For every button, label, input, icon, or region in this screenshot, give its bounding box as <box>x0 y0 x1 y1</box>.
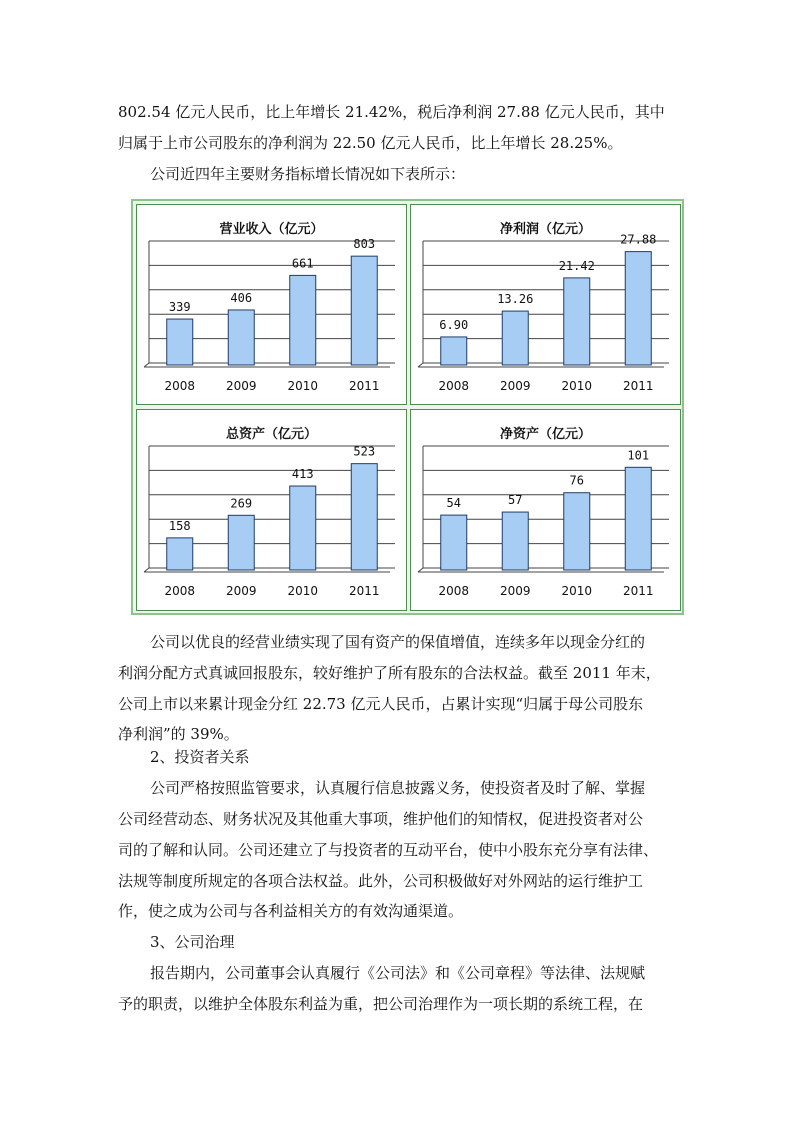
body-text-line: 802.54 亿元人民币，比上年增长 21.42%，税后净利润 27.88 亿元人民币，其中 <box>118 103 665 121</box>
axis-corner <box>144 568 149 572</box>
x-tick-label: 2008 <box>438 584 470 598</box>
x-tick-label: 2008 <box>438 379 470 393</box>
chart-total-assets <box>136 409 407 611</box>
chart-revenue <box>136 204 407 405</box>
chart-title: 营业收入（亿元） <box>219 222 324 237</box>
x-tick-label: 2011 <box>622 379 654 393</box>
x-tick-label: 2010 <box>561 584 593 598</box>
bar <box>625 252 651 365</box>
x-tick-label: 2010 <box>287 379 319 393</box>
chart-title: 净利润（亿元） <box>499 222 591 237</box>
chart-title: 净资产（亿元） <box>499 427 591 442</box>
axis-corner <box>418 568 423 572</box>
section-heading: 2、投资者关系 <box>150 748 250 766</box>
bar <box>564 278 590 365</box>
data-label: 57 <box>508 493 523 508</box>
body-text-line: 法规等制度所规定的各项合法权益。此外，公司积极做好对外网站的运行维护工 <box>118 872 644 890</box>
data-label: 269 <box>230 496 253 511</box>
bar <box>502 512 528 570</box>
body-text-line: 公司以优良的经营业绩实现了国有资产的保值增值，连续多年以现金分红的 <box>150 633 646 651</box>
data-label: 523 <box>353 444 376 459</box>
charts-frame <box>131 199 684 615</box>
x-tick-label: 2009 <box>499 584 531 598</box>
data-label: 13.26 <box>497 292 534 307</box>
body-text-line: 利润分配方式真诚回报股东，较好维护了所有股东的合法权益。截至 2011 年末， <box>118 664 661 682</box>
bar <box>441 515 467 570</box>
data-label: 158 <box>168 518 191 533</box>
data-label: 413 <box>291 467 314 482</box>
chart-net-profit <box>410 204 681 405</box>
x-tick-label: 2011 <box>348 379 380 393</box>
x-tick-label: 2008 <box>164 379 196 393</box>
data-label: 803 <box>353 237 376 252</box>
data-label: 339 <box>168 300 191 315</box>
body-text-line: 公司上市以来累计现金分红 22.73 亿元人民币，占累计实现“归属于母公司股东 <box>118 695 644 713</box>
data-label: 101 <box>627 448 650 463</box>
x-tick-label: 2011 <box>622 584 654 598</box>
data-label: 27.88 <box>620 232 657 247</box>
data-label: 21.42 <box>558 258 595 273</box>
axis-corner <box>144 363 149 367</box>
chart-intro-text: 公司近四年主要财务指标增长情况如下表所示： <box>150 165 466 183</box>
data-label: 6.90 <box>439 317 469 332</box>
data-label: 406 <box>230 290 253 305</box>
bar <box>441 337 467 365</box>
data-label: 661 <box>291 256 314 271</box>
x-tick-label: 2008 <box>164 584 196 598</box>
x-tick-label: 2009 <box>225 584 257 598</box>
body-text-line: 归属于上市公司股东的净利润为 22.50 亿元人民币，比上年增长 28.25%。 <box>118 134 623 152</box>
bar <box>564 493 590 570</box>
body-text-line: 净利润”的 39%。 <box>118 725 239 743</box>
data-label: 54 <box>446 496 461 511</box>
bar <box>290 486 316 570</box>
x-tick-label: 2011 <box>348 584 380 598</box>
bar <box>351 256 377 365</box>
body-text-line: 予的职责，以维护全体股东利益为重，把公司治理作为一项长期的系统工程，在 <box>118 995 644 1013</box>
bar <box>167 538 193 570</box>
chart-title: 总资产（亿元） <box>225 427 317 442</box>
body-text-line: 作，使之成为公司与各利益相关方的有效沟通渠道。 <box>118 902 464 920</box>
bar <box>167 319 193 365</box>
bar <box>625 467 651 570</box>
x-tick-label: 2010 <box>561 379 593 393</box>
bar <box>290 275 316 365</box>
x-tick-label: 2009 <box>225 379 257 393</box>
section-heading: 3、公司治理 <box>150 933 235 951</box>
data-label: 76 <box>569 473 584 488</box>
body-text-line: 公司严格按照监管要求，认真履行信息披露义务，使投资者及时了解、掌握 <box>150 779 646 797</box>
x-tick-label: 2009 <box>499 379 531 393</box>
bar <box>228 515 254 570</box>
bar <box>502 311 528 365</box>
body-text-line: 报告期内，公司董事会认真履行《公司法》和《公司章程》等法律、法规赋 <box>150 964 646 982</box>
chart-net-assets <box>410 409 681 611</box>
bar <box>351 464 377 570</box>
body-text-line: 公司经营动态、财务状况及其他重大事项，维护他们的知情权，促进投资者对公 <box>118 810 644 828</box>
axis-corner <box>418 363 423 367</box>
bar <box>228 310 254 365</box>
x-tick-label: 2010 <box>287 584 319 598</box>
body-text-line: 司的了解和认同。公司还建立了与投资者的互动平台，使中小股东充分享有法律、 <box>118 841 659 859</box>
